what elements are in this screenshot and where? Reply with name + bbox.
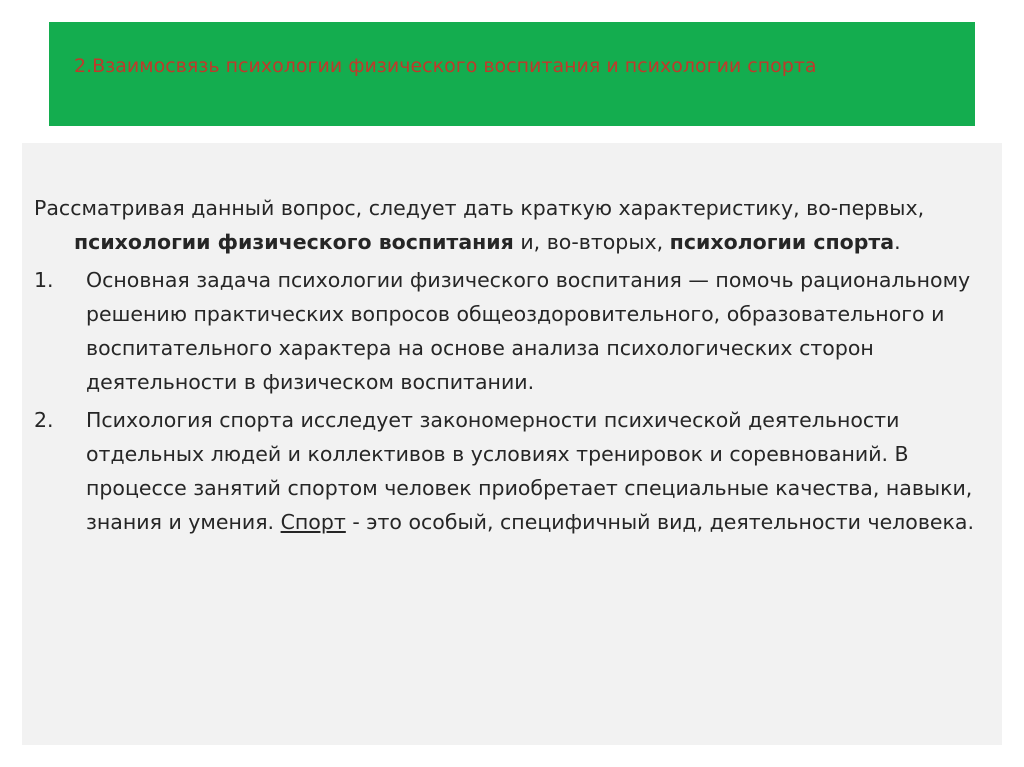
intro-bold-1: психологии физического воспитания xyxy=(74,230,514,254)
intro-text-3: . xyxy=(894,230,901,254)
list-item xyxy=(34,403,984,539)
list-number: 2. xyxy=(34,408,54,432)
intro-text-1: Рассматривая данный вопрос, следует дать краткую характеристику, во-первых, xyxy=(34,196,925,220)
intro-text-2: и, во-вторых, xyxy=(513,230,670,254)
slide-title: 2.Взаимосвязь психологии физического воспитания и психологии спорта xyxy=(74,55,817,77)
intro-paragraph xyxy=(34,191,984,259)
intro-bold-2: психологии спорта xyxy=(669,230,895,254)
body-text xyxy=(34,191,984,543)
list-item-text-end: - это особый, специфичный вид, деятельности человека. xyxy=(345,510,974,534)
title-banner xyxy=(49,22,975,126)
sport-underlined: Спорт xyxy=(280,510,346,534)
list-item-text: Основная задача психологии физического воспитания — помочь рациональному решению практических вопросов общеоздоровительного, образовательного и воспитательного характера на основе анализа психологических сторон деятельности в физическом воспитании. xyxy=(86,268,971,394)
content-panel xyxy=(22,143,1002,745)
list-item-text: Психология спорта исследует закономерности психической деятельности отдельных людей и коллективов в условиях тренировок и соревнований. В процессе занятий спортом человек приобретает специальные качества, навыки, знания и умения. xyxy=(86,408,973,534)
list-number: 1. xyxy=(34,268,54,292)
list-item xyxy=(34,263,984,399)
